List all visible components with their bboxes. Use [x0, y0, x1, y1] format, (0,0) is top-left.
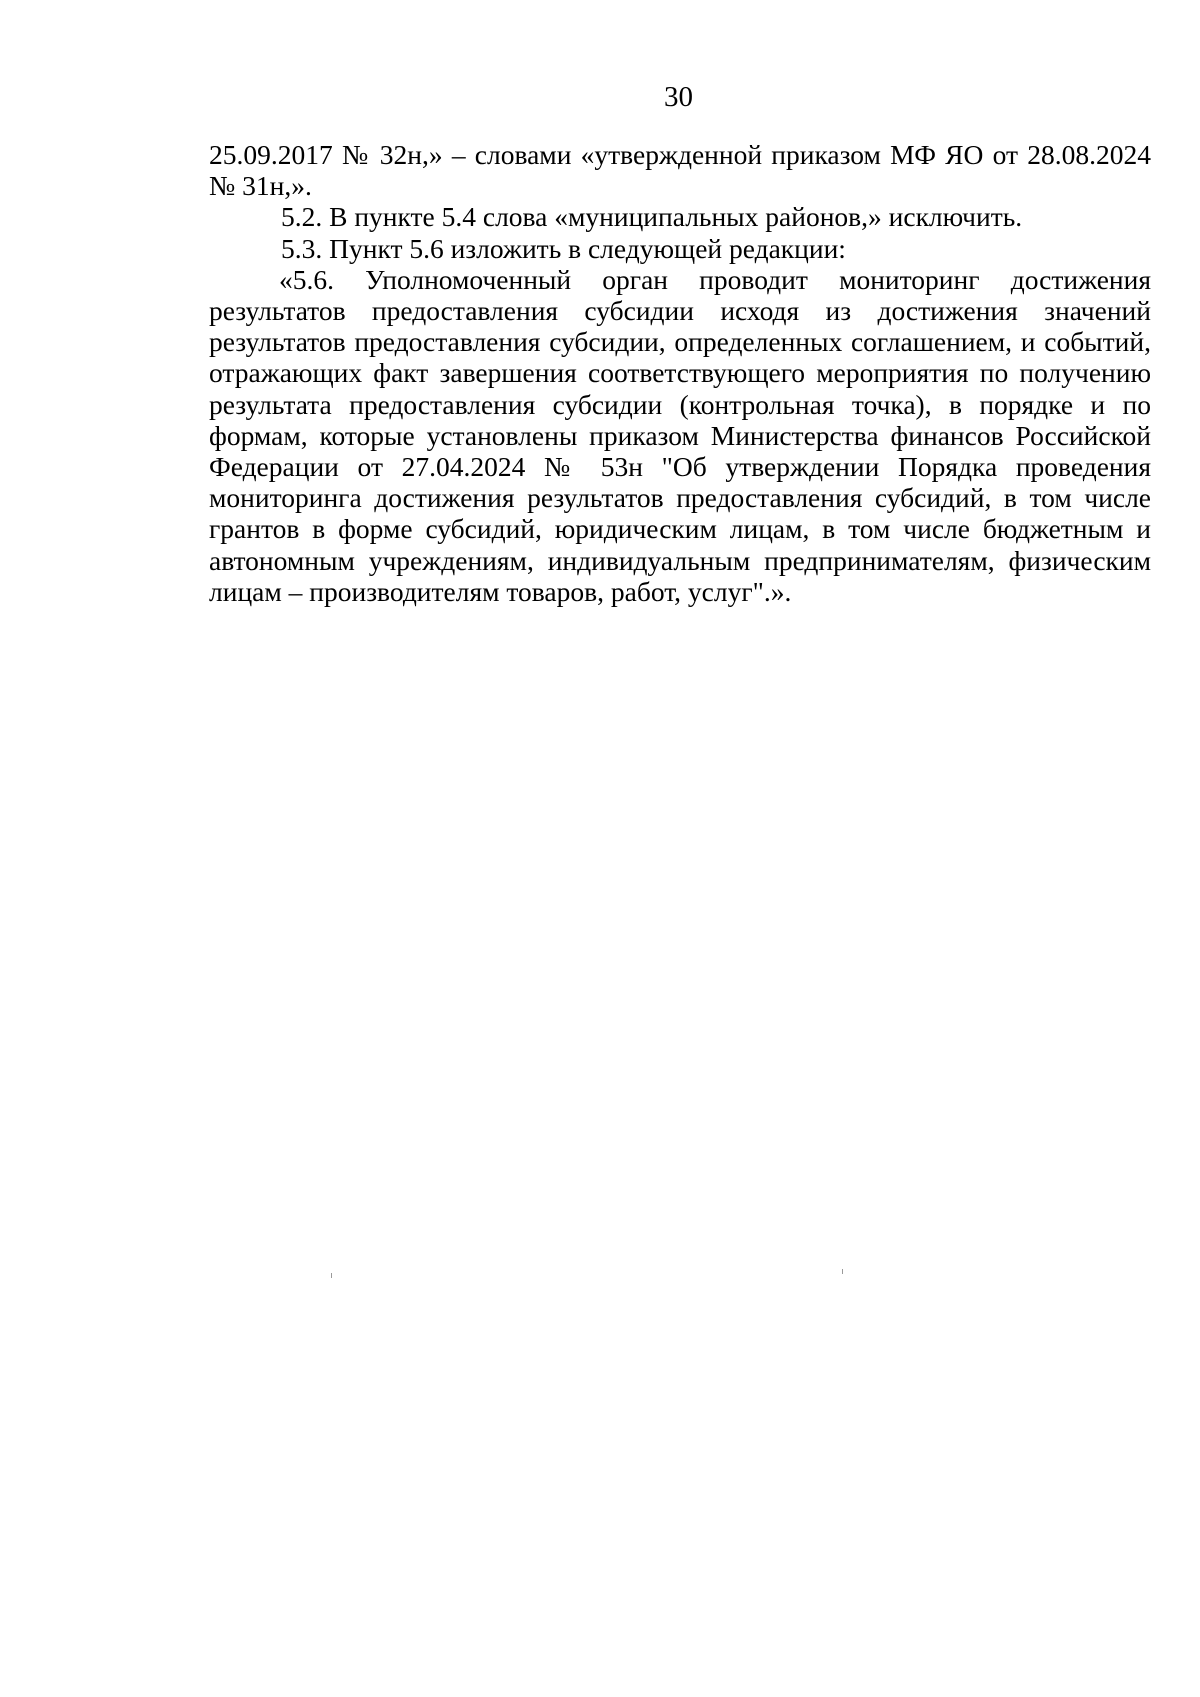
- text-line: 5.3. Пункт 5.6 изложить в следующей редакции:: [281, 232, 846, 264]
- paragraph-continuation: [209, 139, 1151, 201]
- text-line: Федерации от 27.04.2024 № 53н "Об утверждении Порядка проведения: [209, 451, 1151, 483]
- paragraph-item-5-6: [209, 264, 1151, 607]
- document-body: [209, 139, 1151, 607]
- text-line: формам, которые установлены приказом Министерства финансов Российской: [209, 419, 1151, 451]
- text-line: результата предоставления субсидии (контрольная точка), в порядке и по: [209, 388, 1151, 420]
- text-line: 5.2. В пункте 5.4 слова «муниципальных районов,» исключить.: [281, 201, 1023, 233]
- paragraph-item-5-2: [209, 201, 1151, 232]
- page-number: 30: [664, 81, 693, 113]
- text-line: результатов предоставления субсидии исходя из достижения значений: [209, 295, 1151, 327]
- text-line: автономным учреждениям, индивидуальным предпринимателям, физическим: [209, 544, 1151, 576]
- scan-mark: [331, 1273, 332, 1278]
- scan-mark: [842, 1269, 843, 1274]
- text-line: грантов в форме субсидий, юридическим лицам, в том числе бюджетным и: [209, 513, 1151, 545]
- text-line: «5.6. Уполномоченный орган проводит мониторинг достижения: [279, 263, 1151, 295]
- text-line: № 31н,».: [209, 170, 312, 202]
- text-line: результатов предоставления субсидии, определенных соглашением, и событий,: [209, 326, 1151, 358]
- text-line: мониторинга достижения результатов предоставления субсидий, в том числе: [209, 482, 1151, 514]
- text-line: отражающих факт завершения соответствующего мероприятия по получению: [209, 357, 1151, 389]
- paragraph-item-5-3: [209, 233, 1151, 264]
- text-line: 25.09.2017 № 32н,» – словами «утвержденной приказом МФ ЯО от 28.08.2024: [209, 139, 1151, 170]
- text-line: лицам – производителям товаров, работ, услуг".».: [209, 575, 792, 607]
